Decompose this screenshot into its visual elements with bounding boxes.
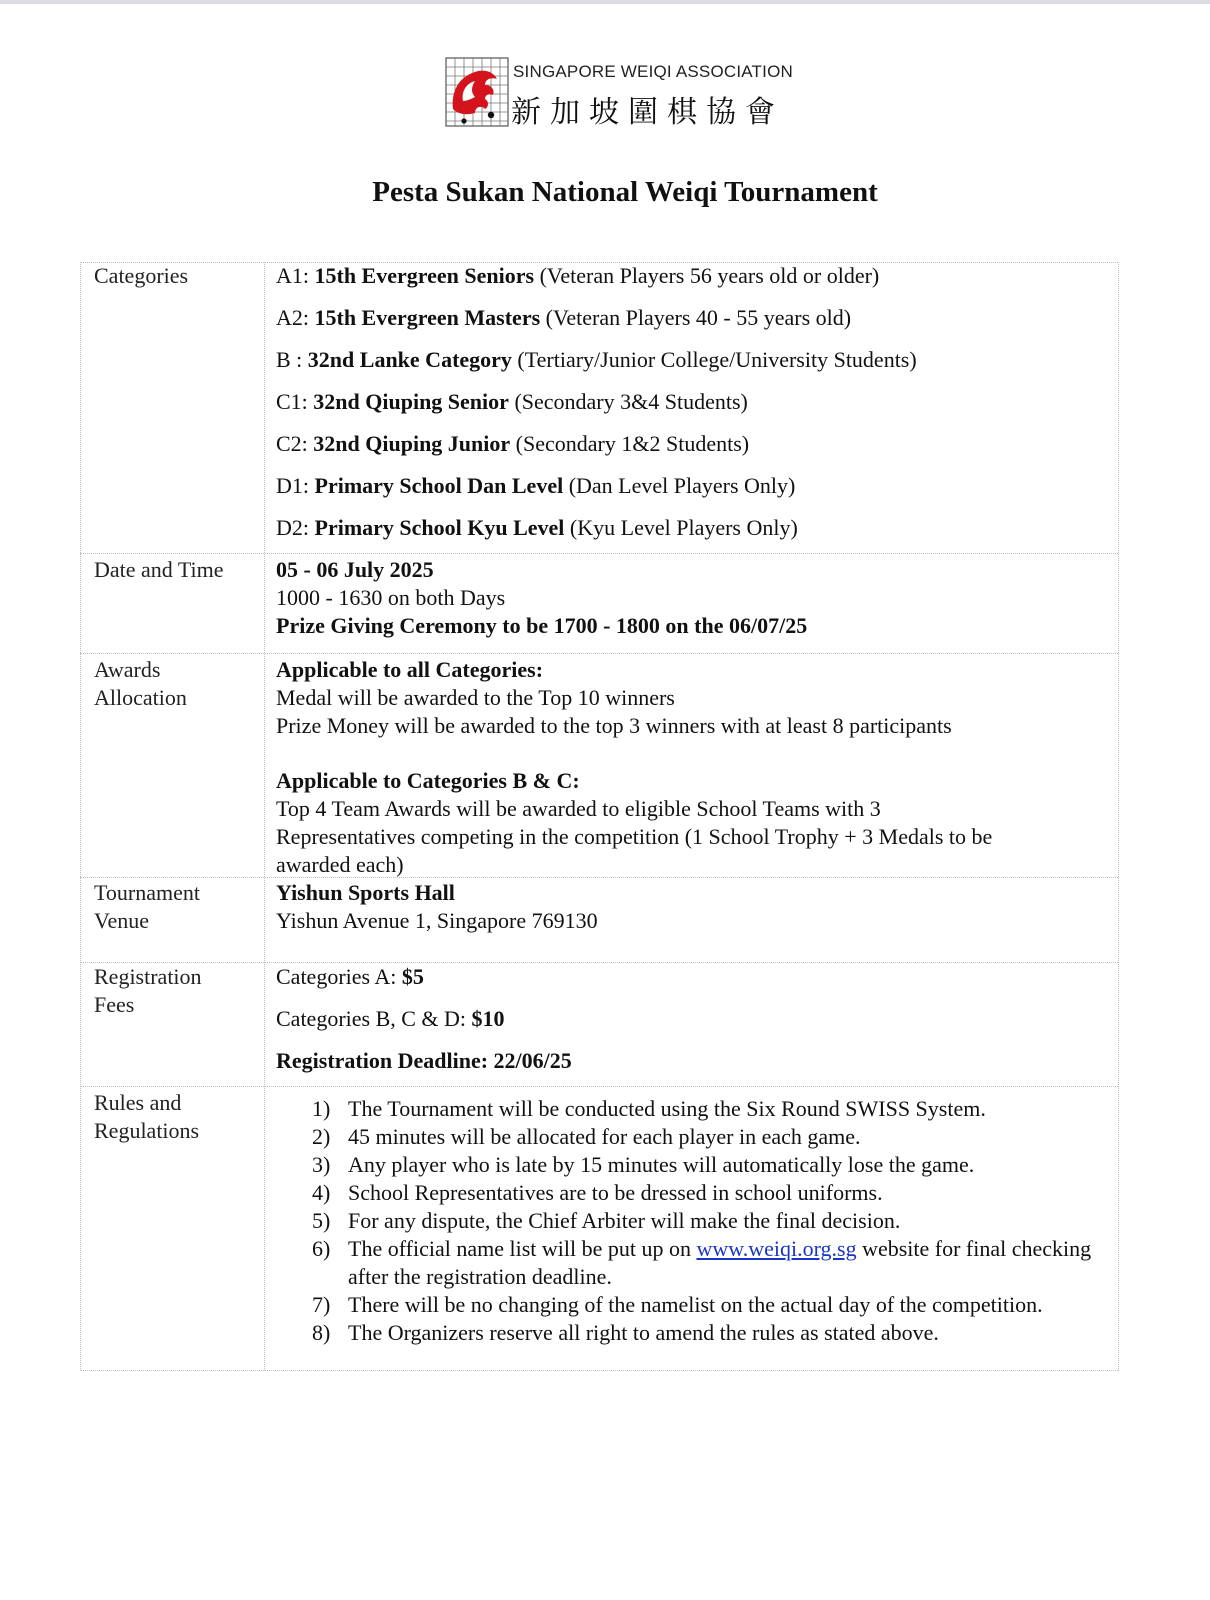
venue-name: Yishun Sports Hall <box>276 880 455 905</box>
rules-list <box>306 1095 1096 1347</box>
fee-category-a: Categories A: $5 <box>276 964 424 989</box>
tournament-date: 05 - 06 July 2025 <box>276 557 434 582</box>
rule-item: 6) The official name list will be put up on www.weiqi.org.sg website for final checking after the registration deadline. <box>312 1236 1092 1289</box>
rules-label: Rules and Regulations <box>94 1090 200 1143</box>
venue-label: Tournament Venue <box>94 880 200 933</box>
fees-label: Registration Fees <box>94 964 202 1017</box>
awards-prize-money-text: Prize Money will be awarded to the top 3 winners with at least 8 participants <box>276 713 952 738</box>
awards-bc-heading: Applicable to Categories B & C: <box>276 768 580 793</box>
table-border-left <box>80 262 81 1371</box>
awards-team-text: awarded each) <box>276 852 404 877</box>
row-divider <box>80 877 1118 878</box>
prize-giving-time: Prize Giving Ceremony to be 1700 - 1800 on the 06/07/25 <box>276 613 808 638</box>
rule-item: 8) The Organizers reserve all right to amend the rules as stated above. <box>312 1320 939 1345</box>
categories-label: Categories <box>94 263 189 288</box>
website-link[interactable]: www.weiqi.org.sg <box>696 1236 857 1261</box>
row-divider <box>80 962 1118 963</box>
row-divider <box>80 553 1118 554</box>
row-divider <box>80 1086 1118 1087</box>
rule-item: 7) There will be no changing of the namelist on the actual day of the competition. <box>312 1292 1043 1317</box>
rule-item: 5) For any dispute, the Chief Arbiter will make the final decision. <box>312 1208 901 1233</box>
category-item: D1: Primary School Dan Level (Dan Level Players Only) <box>276 473 796 498</box>
lion-head-go-board-logo <box>445 57 509 127</box>
category-item: D2: Primary School Kyu Level (Kyu Level Players Only) <box>276 515 798 540</box>
awards-label: Awards Allocation <box>94 657 187 710</box>
page-title: Pesta Sukan National Weiqi Tournament <box>372 176 878 208</box>
top-bar <box>0 0 1210 4</box>
registration-deadline: Registration Deadline: 22/06/25 <box>276 1048 572 1073</box>
awards-team-text: Top 4 Team Awards will be awarded to eligible School Teams with 3 <box>276 796 881 821</box>
awards-team-text: Representatives competing in the competition (1 School Trophy + 3 Medals to be <box>276 824 993 849</box>
association-logo <box>445 57 793 130</box>
table-border-right <box>1118 262 1119 1371</box>
table-border-bottom <box>80 1370 1118 1371</box>
column-divider <box>264 262 265 1371</box>
category-item: C2: 32nd Qiuping Junior (Secondary 1&2 Students) <box>276 431 750 456</box>
rule-item: 1) The Tournament will be conducted using the Six Round SWISS System. <box>312 1096 986 1121</box>
rule-item: 2) 45 minutes will be allocated for each player in each game. <box>312 1124 861 1149</box>
fee-category-bcd: Categories B, C & D: $10 <box>276 1006 505 1031</box>
association-name-chinese: 新加坡圍棋協會 <box>511 95 784 130</box>
category-item: A2: 15th Evergreen Masters (Veteran Players 40 - 55 years old) <box>276 305 852 330</box>
association-name-english: SINGAPORE WEIQI ASSOCIATION <box>513 62 793 81</box>
rule-item: 4) School Representatives are to be dressed in school uniforms. <box>312 1180 883 1205</box>
date-time-label: Date and Time <box>94 557 224 582</box>
venue-address: Yishun Avenue 1, Singapore 769130 <box>276 908 598 933</box>
category-item: C1: 32nd Qiuping Senior (Secondary 3&4 Students) <box>276 389 748 414</box>
category-item: B : 32nd Lanke Category (Tertiary/Junior College/University Students) <box>276 347 917 372</box>
rule-item: 3) Any player who is late by 15 minutes will automatically lose the game. <box>312 1152 975 1177</box>
tournament-time: 1000 - 1630 on both Days <box>276 585 506 610</box>
row-divider <box>80 653 1118 654</box>
awards-medal-text: Medal will be awarded to the Top 10 winners <box>276 685 675 710</box>
category-item: A1: 15th Evergreen Seniors (Veteran Players 56 years old or older) <box>276 263 880 288</box>
awards-all-heading: Applicable to all Categories: <box>276 657 544 682</box>
